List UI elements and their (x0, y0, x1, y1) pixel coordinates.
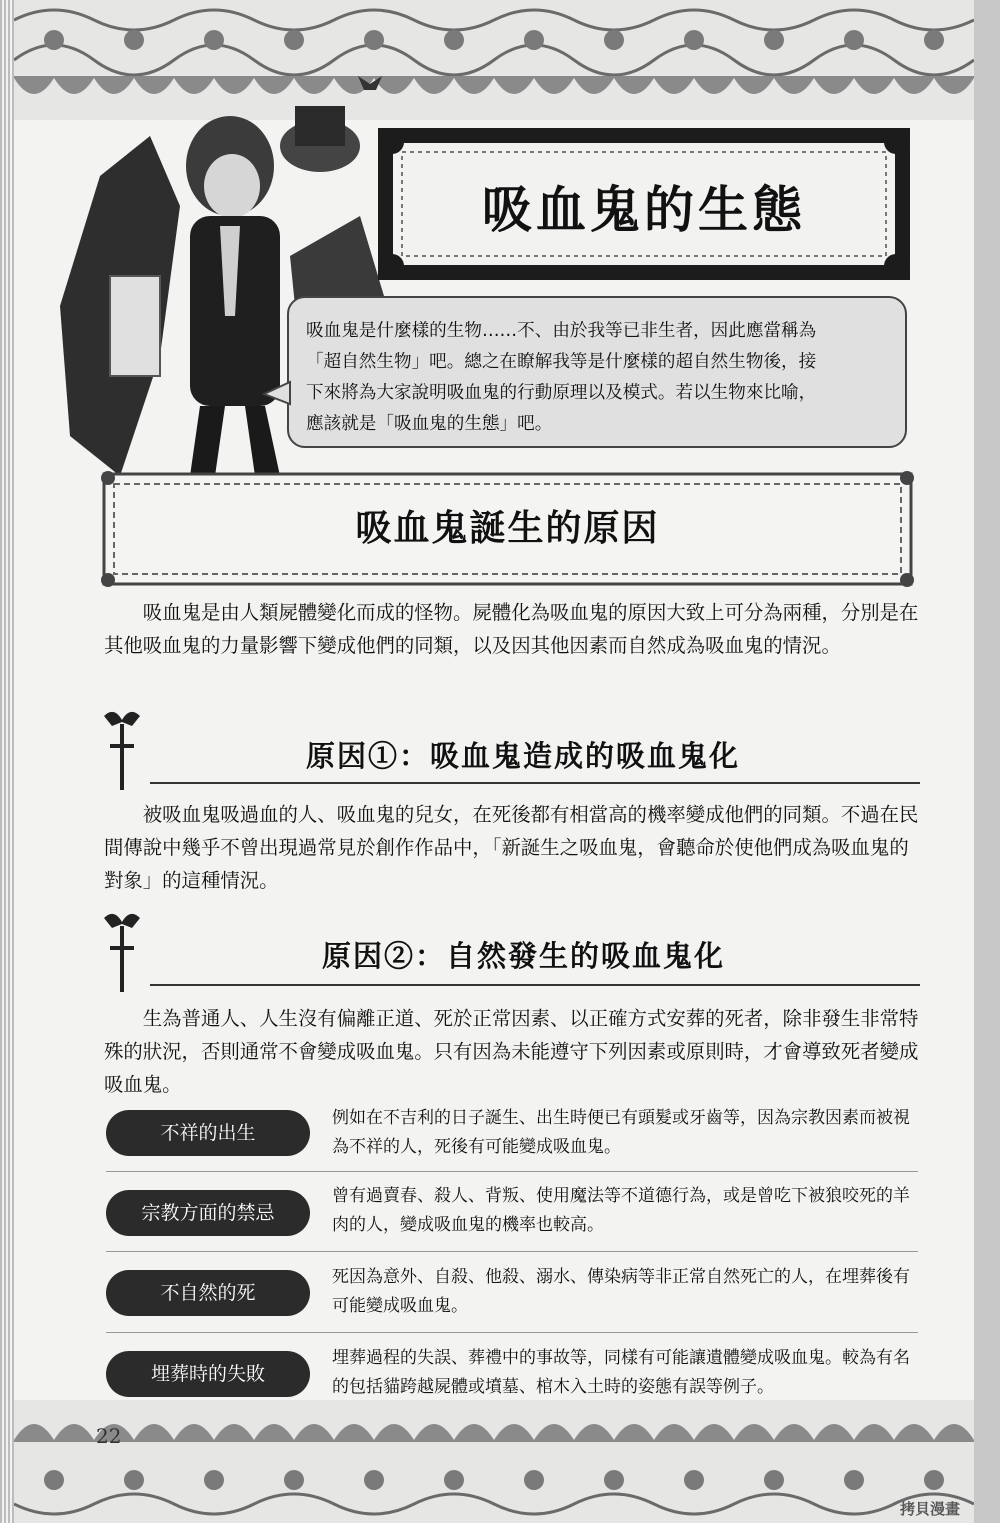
bat-cross-icon (100, 908, 144, 994)
page-edge (974, 0, 1000, 1523)
section-body: 吸血鬼是由人類屍體變化而成的怪物。屍體化為吸血鬼的原因大致上可分為兩種，分別是在其他吸血鬼的力量影響下變成他們的同類，以及因其他因素而自然成為吸血鬼的情況。 (104, 601, 919, 657)
bat-cross-icon (100, 706, 144, 792)
watermark: 拷貝漫畫 (899, 1500, 960, 1518)
factor-desc: 例如在不吉利的日子誕生、出生時便已有頭髮或牙齒等，因為宗教因素而被視為不祥的人，死後有可能變成吸血鬼。 (332, 1108, 910, 1157)
cause-2-rule (150, 984, 920, 986)
cause-2-body: 生為普通人、人生沒有偏離正道、死於正常因素、以正確方式安葬的死者，除非發生非常特殊的狀況，否則通常不會變成吸血鬼。只有因為未能遵守下列因素或原則時，才會導致死者變成吸血鬼。 (104, 1007, 919, 1096)
factor-label: 不祥的出生 (106, 1110, 310, 1156)
section-title: 吸血鬼誕生的原因 (355, 507, 660, 549)
factor-label: 不自然的死 (106, 1270, 310, 1316)
cause-1-body: 被吸血鬼吸過血的人、吸血鬼的兒女，在死後都有相當高的機率變成他們的同類。不過在民間傳說中幾乎不曾出現過常見於創作作品中，「新誕生之吸血鬼，會聽命於使他們成為吸血鬼的對象」的這種情況。 (104, 803, 919, 892)
page-title: 吸血鬼的生態 (482, 180, 806, 239)
factor-divider (106, 1251, 918, 1252)
cause-1-heading: 原因①：吸血鬼造成的吸血鬼化 (306, 739, 741, 773)
intro-text (306, 316, 896, 440)
page-spine (0, 0, 14, 1523)
factor-divider (106, 1332, 918, 1333)
intro-line: 下來將為大家說明吸血鬼的行動原理以及模式。若以生物來比喻， (306, 383, 817, 403)
bottom-ornament-border (14, 1400, 974, 1523)
factor-desc: 死因為意外、自殺、他殺、溺水、傳染病等非正常自然死亡的人，在埋葬後有可能變成吸血鬼。 (332, 1267, 910, 1316)
intro-line: 應該就是「吸血鬼的生態」吧。 (306, 414, 553, 434)
factor-desc: 曾有過賣春、殺人、背叛、使用魔法等不道德行為，或是曾吃下被狼咬死的羊肉的人，變成吸血鬼的機率也較高。 (332, 1186, 910, 1235)
intro-line: 吸血鬼是什麼樣的生物……不、由於我等已非生者，因此應當稱為 (306, 321, 817, 341)
cause-1-rule (150, 782, 920, 784)
factor-label: 埋葬時的失敗 (106, 1351, 310, 1397)
page-number: 22 (96, 1424, 122, 1448)
cause-2-heading: 原因②：自然發生的吸血鬼化 (322, 939, 726, 973)
factor-desc: 埋葬過程的失誤、葬禮中的事故等，同樣有可能讓遺體變成吸血鬼。較為有名的包括貓跨越屍體或墳墓、棺木入土時的姿態有誤等例子。 (332, 1348, 910, 1397)
bubble-tail (262, 378, 292, 408)
intro-line: 「超自然生物」吧。總之在瞭解我等是什麼樣的超自然生物後，接 (306, 352, 817, 372)
factor-label: 宗教方面的禁忌 (106, 1190, 310, 1236)
factor-divider (106, 1171, 918, 1172)
